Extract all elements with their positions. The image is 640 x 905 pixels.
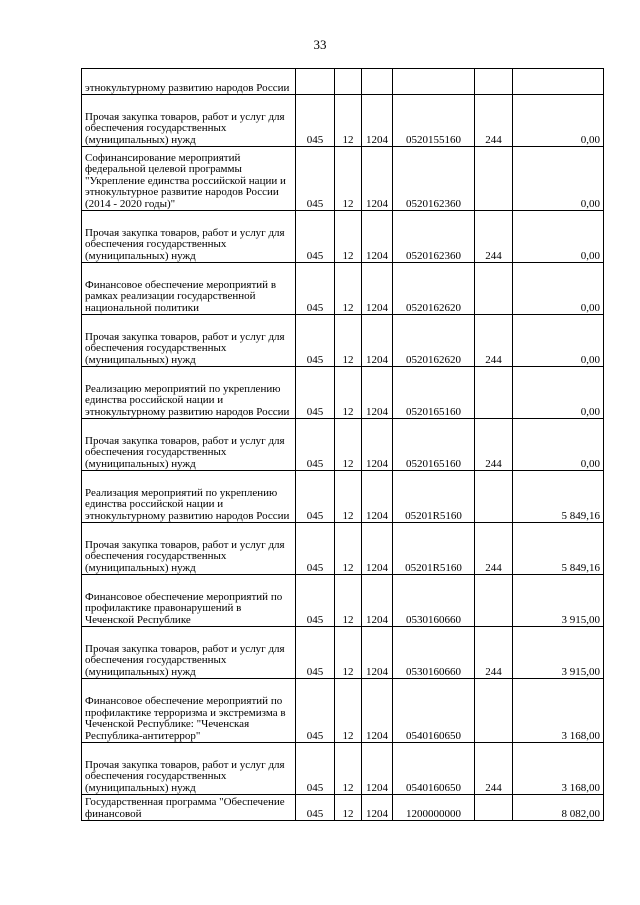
row-subsection-code: 1204 bbox=[362, 679, 393, 743]
row-expense-type: 244 bbox=[475, 627, 513, 679]
row-name: Государственная программа "Обеспечение финансовой bbox=[82, 795, 296, 821]
row-expense-type: 244 bbox=[475, 523, 513, 575]
row-subsection-code: 1204 bbox=[362, 367, 393, 419]
row-expense-type bbox=[475, 471, 513, 523]
row-section-code: 12 bbox=[335, 263, 362, 315]
row-amount: 0,00 bbox=[513, 419, 604, 471]
row-expense-type: 244 bbox=[475, 315, 513, 367]
table-row bbox=[82, 471, 604, 523]
table-row bbox=[82, 211, 604, 263]
row-target-article: 0540160650 bbox=[393, 679, 475, 743]
table-row bbox=[82, 95, 604, 147]
row-amount: 0,00 bbox=[513, 367, 604, 419]
row-ved-code: 045 bbox=[296, 147, 335, 211]
row-amount: 3 168,00 bbox=[513, 743, 604, 795]
row-subsection-code: 1204 bbox=[362, 471, 393, 523]
row-section-code: 12 bbox=[335, 679, 362, 743]
row-amount: 0,00 bbox=[513, 147, 604, 211]
table-row bbox=[82, 367, 604, 419]
table-row bbox=[82, 743, 604, 795]
row-section-code: 12 bbox=[335, 95, 362, 147]
row-expense-type bbox=[475, 263, 513, 315]
budget-table-body bbox=[82, 69, 604, 821]
row-ved-code: 045 bbox=[296, 627, 335, 679]
row-subsection-code: 1204 bbox=[362, 147, 393, 211]
row-section-code bbox=[335, 69, 362, 95]
row-ved-code: 045 bbox=[296, 419, 335, 471]
row-amount: 3 915,00 bbox=[513, 627, 604, 679]
table-row bbox=[82, 419, 604, 471]
row-name: Прочая закупка товаров, работ и услуг для обеспечения государственных (муниципальных) нужд bbox=[82, 95, 296, 147]
row-section-code: 12 bbox=[335, 523, 362, 575]
row-expense-type: 244 bbox=[475, 419, 513, 471]
row-amount: 0,00 bbox=[513, 211, 604, 263]
row-ved-code: 045 bbox=[296, 679, 335, 743]
row-subsection-code: 1204 bbox=[362, 575, 393, 627]
row-target-article: 0530160660 bbox=[393, 575, 475, 627]
table-row bbox=[82, 575, 604, 627]
row-ved-code bbox=[296, 69, 335, 95]
row-amount bbox=[513, 69, 604, 95]
row-amount: 3 915,00 bbox=[513, 575, 604, 627]
row-target-article bbox=[393, 69, 475, 95]
row-subsection-code: 1204 bbox=[362, 743, 393, 795]
row-name: Прочая закупка товаров, работ и услуг для обеспечения государственных (муниципальных) нужд bbox=[82, 523, 296, 575]
row-target-article: 0520162360 bbox=[393, 211, 475, 263]
row-expense-type: 244 bbox=[475, 211, 513, 263]
row-name: этнокультурному развитию народов России bbox=[82, 69, 296, 95]
row-section-code: 12 bbox=[335, 211, 362, 263]
row-expense-type bbox=[475, 679, 513, 743]
row-expense-type bbox=[475, 147, 513, 211]
table-row bbox=[82, 315, 604, 367]
row-name: Прочая закупка товаров, работ и услуг для обеспечения государственных (муниципальных) нужд bbox=[82, 315, 296, 367]
row-amount: 5 849,16 bbox=[513, 523, 604, 575]
row-target-article: 0520162360 bbox=[393, 147, 475, 211]
row-amount: 3 168,00 bbox=[513, 679, 604, 743]
row-name: Софинансирование мероприятий федеральной целевой программы "Укрепление единства российской нации и этнокультурное развитие народов России (2014 - 2020 годы)" bbox=[82, 147, 296, 211]
table-row bbox=[82, 795, 604, 821]
row-expense-type bbox=[475, 367, 513, 419]
row-subsection-code: 1204 bbox=[362, 315, 393, 367]
row-target-article: 0540160650 bbox=[393, 743, 475, 795]
row-subsection-code: 1204 bbox=[362, 523, 393, 575]
row-expense-type: 244 bbox=[475, 743, 513, 795]
row-expense-type bbox=[475, 795, 513, 821]
row-expense-type bbox=[475, 69, 513, 95]
row-target-article: 0520162620 bbox=[393, 263, 475, 315]
row-name: Прочая закупка товаров, работ и услуг для обеспечения государственных (муниципальных) нужд bbox=[82, 419, 296, 471]
table-row bbox=[82, 523, 604, 575]
row-amount: 0,00 bbox=[513, 95, 604, 147]
row-target-article: 0530160660 bbox=[393, 627, 475, 679]
row-ved-code: 045 bbox=[296, 211, 335, 263]
row-amount: 0,00 bbox=[513, 315, 604, 367]
page-number: 33 bbox=[313, 37, 327, 52]
row-target-article: 0520165160 bbox=[393, 419, 475, 471]
row-target-article: 1200000000 bbox=[393, 795, 475, 821]
row-target-article: 0520165160 bbox=[393, 367, 475, 419]
row-ved-code: 045 bbox=[296, 795, 335, 821]
row-subsection-code: 1204 bbox=[362, 795, 393, 821]
table-row bbox=[82, 69, 604, 95]
row-amount: 0,00 bbox=[513, 263, 604, 315]
row-subsection-code bbox=[362, 69, 393, 95]
row-name: Реализацию мероприятий по укреплению единства российской нации и этнокультурному развитию народов России bbox=[82, 367, 296, 419]
row-ved-code: 045 bbox=[296, 367, 335, 419]
row-amount: 8 082,00 bbox=[513, 795, 604, 821]
row-ved-code: 045 bbox=[296, 575, 335, 627]
row-subsection-code: 1204 bbox=[362, 263, 393, 315]
row-expense-type bbox=[475, 575, 513, 627]
row-subsection-code: 1204 bbox=[362, 95, 393, 147]
row-target-article: 0520155160 bbox=[393, 95, 475, 147]
row-subsection-code: 1204 bbox=[362, 211, 393, 263]
row-target-article: 05201R5160 bbox=[393, 471, 475, 523]
row-section-code: 12 bbox=[335, 147, 362, 211]
budget-table bbox=[81, 68, 604, 821]
row-subsection-code: 1204 bbox=[362, 419, 393, 471]
row-name: Финансовое обеспечение мероприятий в рамках реализации государственной национальной политики bbox=[82, 263, 296, 315]
row-ved-code: 045 bbox=[296, 523, 335, 575]
row-target-article: 05201R5160 bbox=[393, 523, 475, 575]
row-section-code: 12 bbox=[335, 315, 362, 367]
row-name: Прочая закупка товаров, работ и услуг для обеспечения государственных (муниципальных) нужд bbox=[82, 743, 296, 795]
row-subsection-code: 1204 bbox=[362, 627, 393, 679]
row-ved-code: 045 bbox=[296, 263, 335, 315]
row-ved-code: 045 bbox=[296, 95, 335, 147]
row-name: Реализация мероприятий по укреплению единства российской нации и этнокультурному развитию народов России bbox=[82, 471, 296, 523]
row-target-article: 0520162620 bbox=[393, 315, 475, 367]
table-row bbox=[82, 263, 604, 315]
table-row bbox=[82, 627, 604, 679]
row-expense-type: 244 bbox=[475, 95, 513, 147]
table-row bbox=[82, 679, 604, 743]
row-section-code: 12 bbox=[335, 627, 362, 679]
row-section-code: 12 bbox=[335, 419, 362, 471]
row-section-code: 12 bbox=[335, 743, 362, 795]
row-section-code: 12 bbox=[335, 575, 362, 627]
row-section-code: 12 bbox=[335, 795, 362, 821]
row-name: Прочая закупка товаров, работ и услуг для обеспечения государственных (муниципальных) нужд bbox=[82, 627, 296, 679]
row-name: Прочая закупка товаров, работ и услуг для обеспечения государственных (муниципальных) нужд bbox=[82, 211, 296, 263]
row-amount: 5 849,16 bbox=[513, 471, 604, 523]
row-ved-code: 045 bbox=[296, 743, 335, 795]
row-section-code: 12 bbox=[335, 367, 362, 419]
table-row bbox=[82, 147, 604, 211]
row-section-code: 12 bbox=[335, 471, 362, 523]
row-name: Финансовое обеспечение мероприятий по профилактике терроризма и экстремизма в Чеченской Республике: "Чеченская Республика-антитеррор" bbox=[82, 679, 296, 743]
row-name: Финансовое обеспечение мероприятий по профилактике правонарушений в Чеченской Республике bbox=[82, 575, 296, 627]
row-ved-code: 045 bbox=[296, 471, 335, 523]
row-ved-code: 045 bbox=[296, 315, 335, 367]
